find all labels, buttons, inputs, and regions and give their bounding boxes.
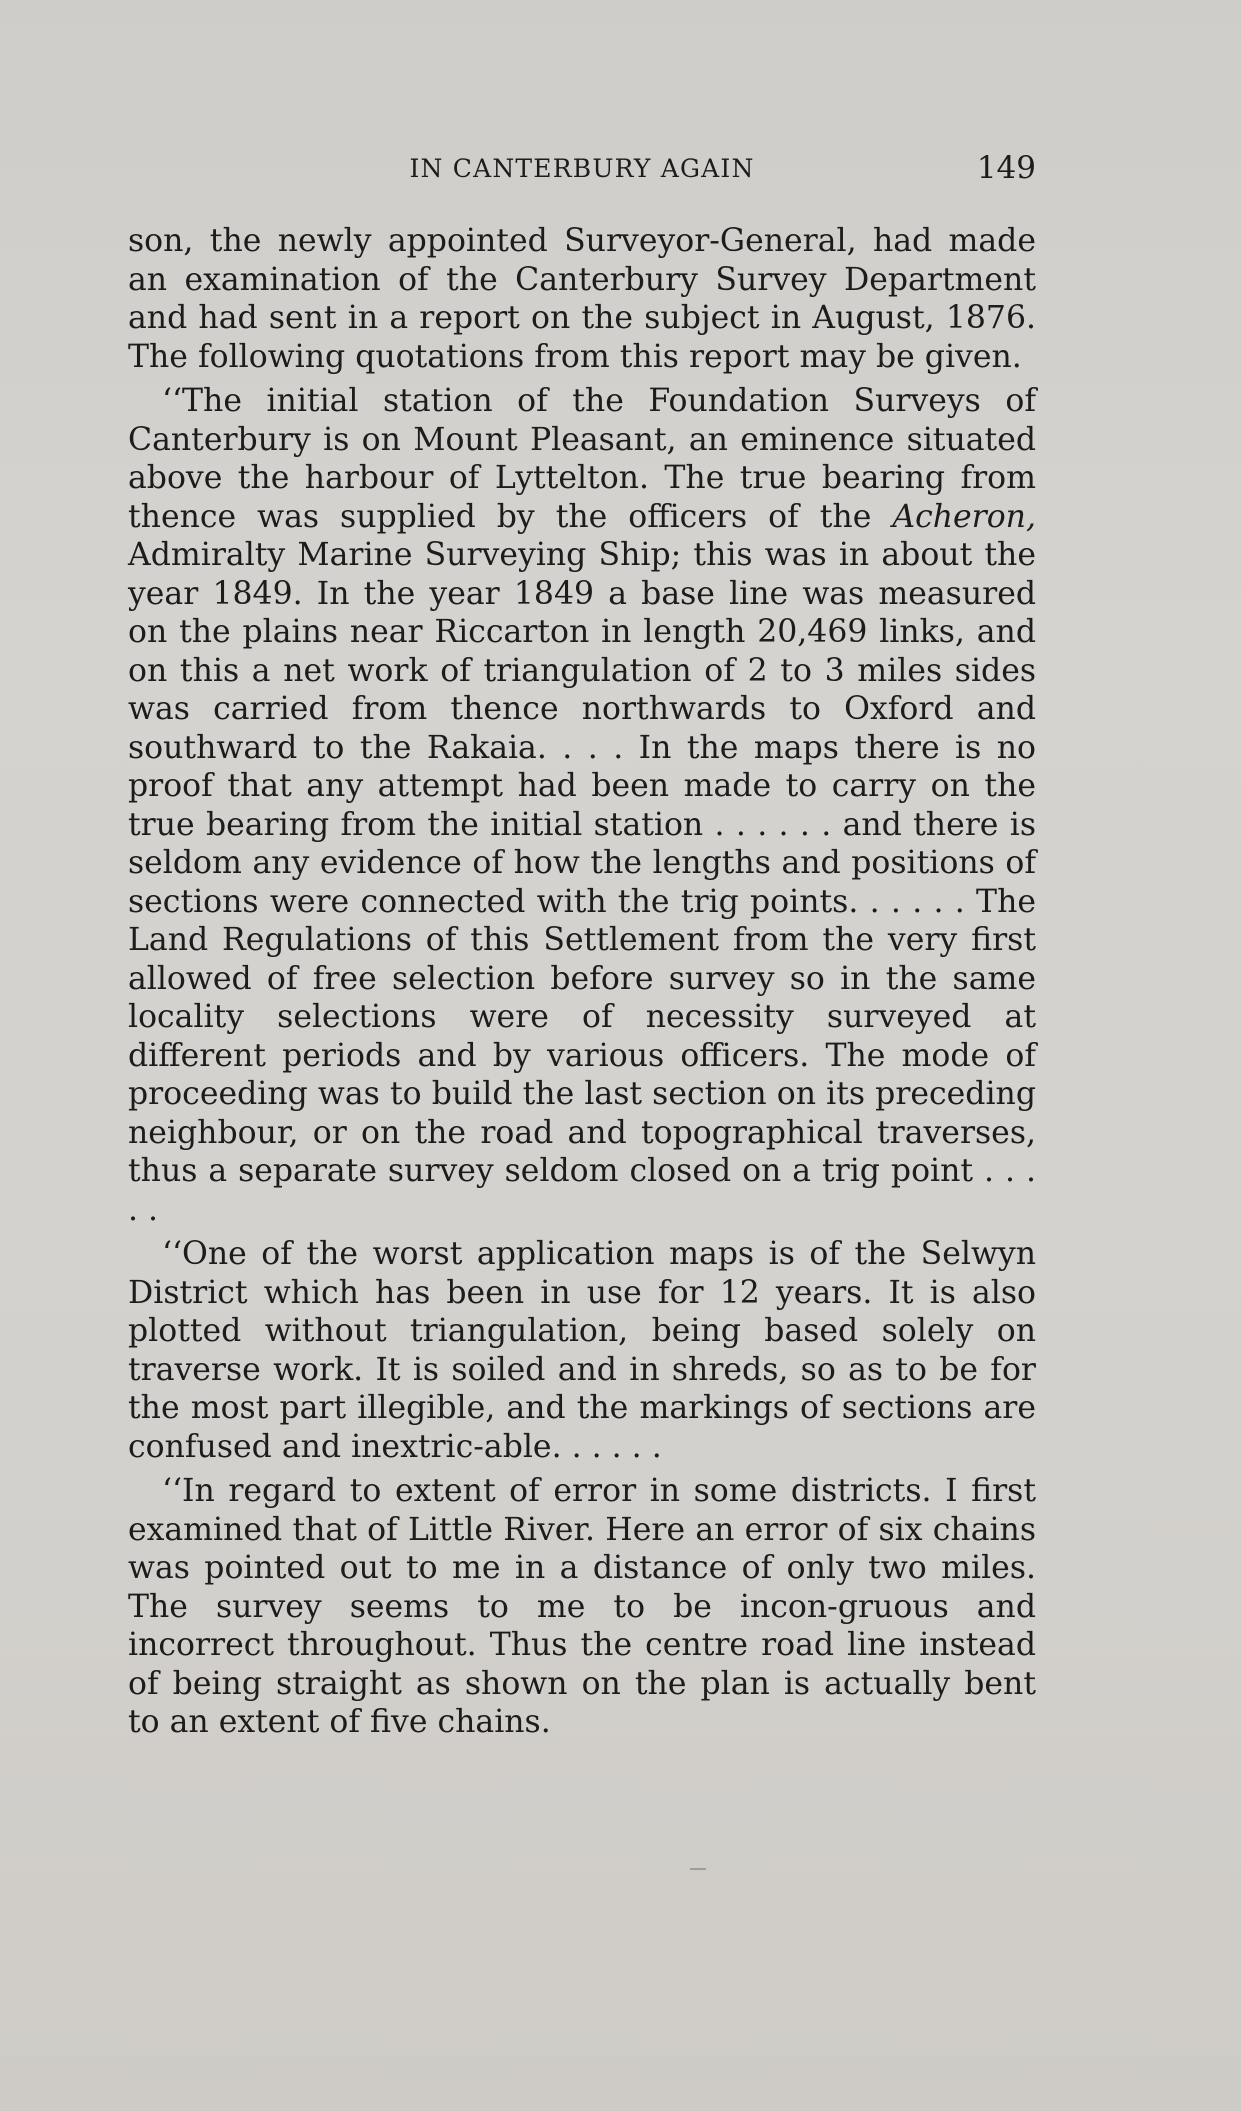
paragraph-1: son, the newly appointed Surveyor-General, had made an examination of the Canterbury Survey Department and had sent in a report on the subject in August, 1876. The following quotations from this report may be given. xyxy=(128,223,1036,375)
running-head: IN CANTERBURY AGAIN xyxy=(409,154,755,183)
paragraph-2-part-b: Admiralty Marine Surveying Ship; this was in about the year 1849. In the year 1849 a base line was measured on the plains near Riccarton in length 20,469 links, and on this a net work of triangulation of 2 to 3 miles sides was carried from thence northwards to Oxford and southward to the Rakaia. . . . In the maps there is no proof that any attempt had been made to carry on the true bearing from the initial station . . . . . . and there is seldom any evidence of how the lengths and positions of sections were connected with the trig points. . . . . . The Land Regulations of this Settlement from the very first allowed of free selection before survey so in the same locality selections were of necessity surveyed at different periods and by various officers. The mode of proceeding was to build the last section on its preceding neighbour, or on the road and topographical traverses, thus a separate survey seldom closed on a trig point . . . . . xyxy=(128,537,1036,1228)
page-header xyxy=(128,150,1036,190)
ship-name-italic: Acheron, xyxy=(892,498,1036,535)
page-number: 149 xyxy=(976,150,1036,186)
printer-mark xyxy=(690,1868,706,1870)
paragraph-3: ‘‘One of the worst application maps is of the Selwyn District which has been in use for 12 years. It is also plotted without triangulation, being based solely on traverse work. It is soiled and in shreds, so as to be for the most part illegible, and the markings of sections are confused and inextric-able. . . . . . xyxy=(128,1236,1036,1465)
paragraph-2-part-a: ‘‘The initial station of the Foundation Surveys of Canterbury is on Mount Pleasant, an eminence situated above the harbour of Lyttelton. The true bearing from thence was supplied by the officers of the xyxy=(128,383,1036,535)
body-text xyxy=(128,222,1036,1742)
paragraph-4: ‘‘In regard to extent of error in some districts. I first examined that of Little River. Here an error of six chains was pointed out to me in a distance of only two miles. The survey seems to me to be incon-gruous and incorrect throughout. Thus the centre road line instead of being straight as shown on the plan is actually bent to an extent of five chains. xyxy=(128,1473,1036,1740)
paragraph-2 xyxy=(128,382,1036,1229)
